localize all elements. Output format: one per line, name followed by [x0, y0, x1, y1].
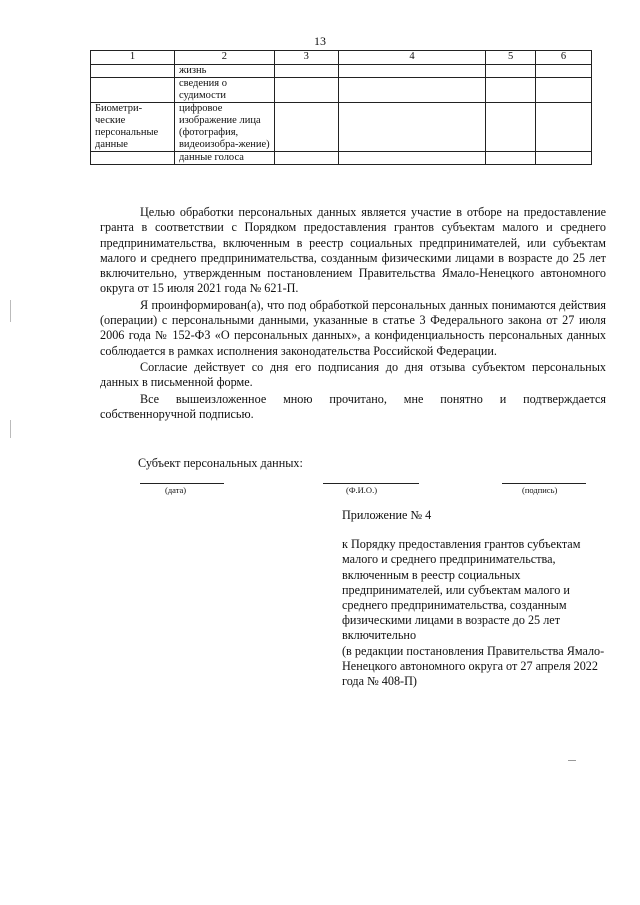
- table-cell: [338, 152, 486, 165]
- table-cell: [274, 152, 338, 165]
- table-cell: [536, 103, 592, 152]
- table-cell: [486, 65, 536, 78]
- date-label: (дата): [165, 485, 187, 495]
- table-cell: [338, 103, 486, 152]
- table-cell: данные голоса: [174, 152, 274, 165]
- signature-label: (подпись): [522, 485, 558, 495]
- appendix-text: к Порядку предоставления грантов субъектам малого и среднего предпринимательства, включенным в реестр социальных предпринимателей, или субъектам малого и среднего предпринимательства, созданным физическими лицами в возрасте до 25 лет включительно: [342, 537, 581, 643]
- table-cell: [338, 65, 486, 78]
- table-cell: [91, 78, 175, 103]
- table-header-cell: 2: [174, 51, 274, 65]
- page-number: 13: [314, 34, 326, 48]
- name-label: (Ф.И.О.): [346, 485, 378, 495]
- table-row: [91, 65, 592, 78]
- table-row: [91, 152, 592, 165]
- table-header-cell: 5: [486, 51, 536, 65]
- table-cell: [486, 152, 536, 165]
- table-header-row: [91, 51, 592, 65]
- appendix-block: [342, 508, 612, 689]
- table-cell: Биометри-ческие персональные данные: [91, 103, 175, 152]
- table-row: [91, 103, 592, 152]
- table-cell: [536, 78, 592, 103]
- table-cell: [91, 65, 175, 78]
- table-cell: сведения о судимости: [174, 78, 274, 103]
- table-row: [91, 78, 592, 103]
- table-cell: [486, 103, 536, 152]
- table-cell: [91, 152, 175, 165]
- appendix-title: Приложение № 4: [342, 508, 432, 522]
- table-cell: [536, 65, 592, 78]
- table-cell: цифровое изображение лица (фотография, видеоизобра-жение): [174, 103, 274, 152]
- validity-paragraph: Согласие действует со дня его подписания до дня отзыва субъектом персональных данных в письменной форме.: [100, 359, 606, 390]
- purpose-paragraph: Целью обработки персональных данных является участие в отборе на предоставление гранта в соответствии с Порядком предоставления грантов субъектам малого и среднего предпринимательства, включенным в реестр социальных предпринимателей, или субъектам малого и среднего предпринимательства, созданным физическими лицами в возрасте до 25 лет включительно, утвержденным постановлением Правительства Ямало-Ненецкого автономного округа от 15 июля 2021 года № 621-П.: [100, 205, 606, 296]
- signature-line: [502, 483, 586, 484]
- table-cell: [274, 78, 338, 103]
- appendix-revision: (в редакции постановления Правительства Ямало-Ненецкого автономного округа от 27 апреля 2022 года № 408-П): [342, 643, 605, 689]
- table-cell: [274, 65, 338, 78]
- table-cell: [486, 78, 536, 103]
- name-line: [323, 483, 419, 484]
- margin-mark: [10, 300, 11, 322]
- informed-paragraph: Я проинформирован(а), что под обработкой персональных данных понимаются действия (операции) с персональными данными, указанные в статье 3 Федерального закона от 27 июля 2006 года № 152-ФЗ «О персональных данных», а конфиденциальность персональных данных соблюдается в рамках исполнения законодательства Российской Федерации.: [100, 297, 606, 358]
- consent-body: [100, 205, 606, 423]
- stray-mark: [568, 760, 576, 761]
- margin-mark: [10, 420, 11, 438]
- subject-label: Субъект персональных данных:: [138, 456, 303, 470]
- table-cell: [338, 78, 486, 103]
- table-header-cell: 3: [274, 51, 338, 65]
- table-header-cell: 1: [91, 51, 175, 65]
- confirmation-paragraph: Все вышеизложенное мною прочитано, мне понятно и подтверждается собственноручной подписью.: [100, 391, 606, 421]
- table-cell: [274, 103, 338, 152]
- table-cell: [536, 152, 592, 165]
- table-cell: жизнь: [174, 65, 274, 78]
- personal-data-table: [90, 50, 592, 165]
- table-header-cell: 6: [536, 51, 592, 65]
- date-line: [140, 483, 224, 484]
- table-header-cell: 4: [338, 51, 486, 65]
